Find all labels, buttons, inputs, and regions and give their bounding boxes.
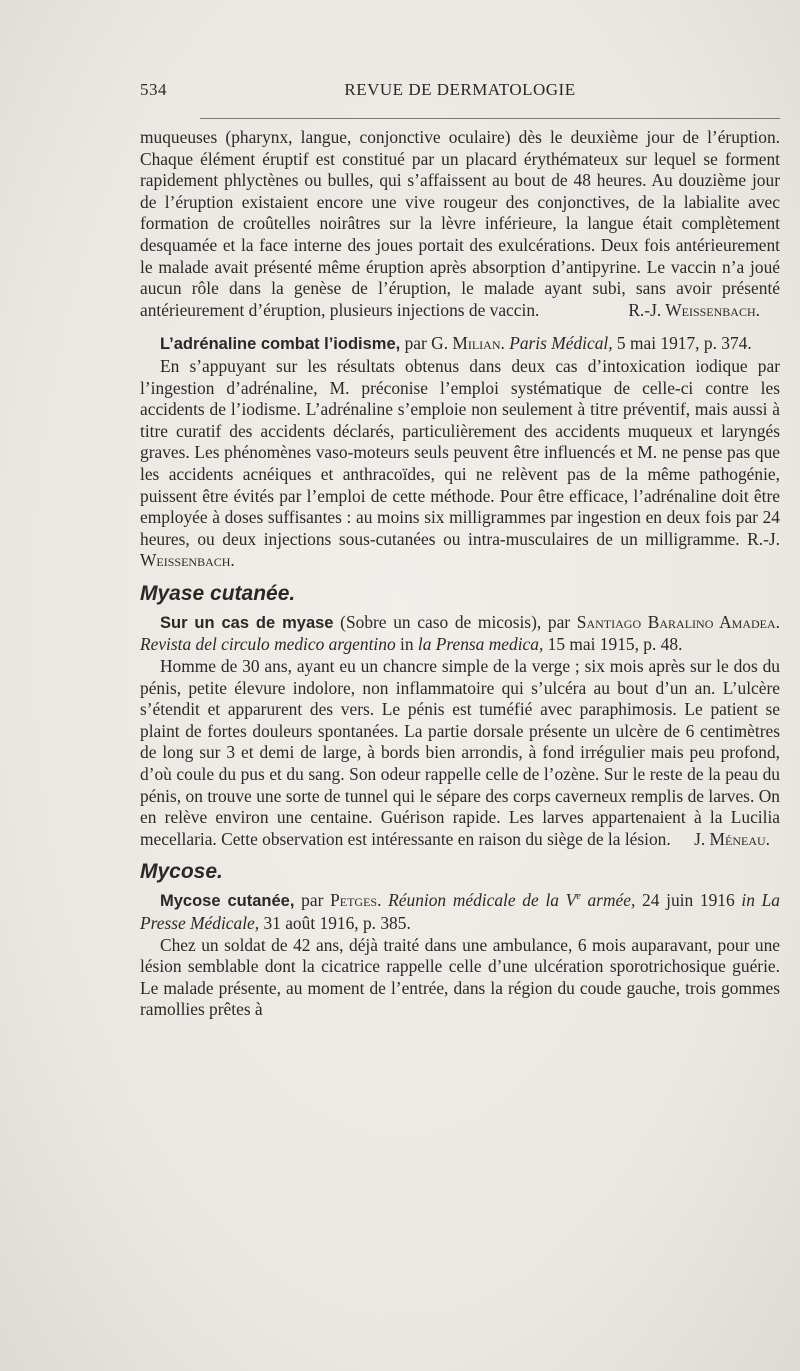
citation-source: Réunion médicale de la V (388, 890, 577, 911)
page-number: 534 (140, 80, 167, 99)
article-title: Mycose cutanée, (160, 892, 295, 911)
continued-paragraph (140, 127, 780, 321)
citation-title-rest: (Sobre un caso de micosis), par (333, 611, 577, 632)
citation-in: in (395, 634, 418, 655)
citation-superscript: e (576, 891, 581, 903)
author-signature: R.-J. Weissenbach. (628, 299, 760, 320)
article-abstract (140, 935, 780, 1021)
citation-author: Petges. (330, 890, 382, 911)
author-signature: J. Méneau. (694, 828, 770, 849)
citation-source: Revista del circulo medico argentino (140, 634, 396, 655)
article-title: Sur un cas de myase (160, 613, 334, 632)
section-heading: Mycose. (140, 860, 223, 884)
citation-by: par G. (400, 333, 453, 354)
citation-author: Santiago Baralino Amadea. (576, 611, 780, 632)
article-citation (140, 890, 780, 934)
citation-source: Paris Médical, (509, 333, 613, 354)
citation-date: 24 juin 1916 (635, 890, 742, 911)
article-abstract (140, 356, 780, 572)
article-citation (140, 612, 780, 656)
article-citation: L’adrénaline combat l’iodisme, par G. Milian. Paris Médical, 5 mai 1917, p. 374. (160, 333, 752, 354)
article-abstract (140, 656, 780, 850)
page-header (140, 80, 780, 108)
article-title: L’adrénaline combat l’iodisme, (160, 335, 401, 354)
citation-author: Milian (452, 333, 501, 354)
citation-source-secondary: in La Presse Médicale, (140, 890, 780, 933)
page-body (140, 127, 780, 1021)
citation-source-secondary: la Prensa medica, (417, 634, 544, 655)
citation-source-cont: armée, (580, 890, 636, 911)
citation-date: 5 mai 1917, p. 374. (612, 333, 752, 354)
section-heading: Myase cutanée. (140, 581, 296, 605)
running-title: REVUE DE DERMATOLOGIE (344, 80, 576, 99)
citation-by: par (294, 890, 331, 911)
paragraph-text: muqueuses (pharynx, langue, conjonctive oculaire) dès le deuxième jour de l’éruption. Chaque élément éruptif est constitué par un placard érythémateux sur lequel se forment rapidement phlyctènes ou bulles, qui s’affaissent au bout de 48 heures. Au douzième jour de l’éruption existaient encore une vive rougeur des conjonctives, de la labialite avec formation de croûtelles noirâtres sur la lèvre inférieure, la langue était complètement desquamée et la face interne des joues portait des exulcérations. Deux fois antérieurement le malade avait présenté même éruption après absorption d’antipyrine. Le vaccin n’a joué aucun rôle dans la genèse de l’éruption, le malade ayant subi, sans avoir présenté antérieurement d’éruption, plusieurs injections de vaccin. (140, 127, 780, 320)
abstract-text: En s’appuyant sur les résultats obtenus dans deux cas d’intoxication iodique par l’ingestion d’adrénaline, M. préconise l’emploi systématique de celle-ci contre les accidents de l’iodisme. L’adrénaline s’emploie non seulement à titre préventif, mais aussi à titre curatif des accidents déclarés, particulièrement des accidents muqueux et laryngés graves. Les phénomènes vaso-moteurs seuls peuvent être influencés et M. ne pense pas que les accidents acnéiques et anthracoïdes, qui ne relèvent pas de la même pathogénie, puissent être évités par l’emploi de cette méthode. Pour être efficace, l’adrénaline doit être employée à doses suffisantes : au moins six milligrammes par ingestion en deux fois par 24 heures, ou deux injections sous-cutanées ou intra-musculaires de un milligramme. (140, 355, 780, 549)
abstract-text: Homme de 30 ans, ayant eu un chancre simple de la verge ; six mois après sur le dos du pénis, petite élevure indolore, non inflammatoire qui s’ulcéra au bout d’un an. L’ulcère s’étendit et apparurent des vers. Le pénis est tuméfié avec paraphimosis. Le patient se plaint de fortes douleurs spontanées. La partie dorsale présente un ulcère de 6 centimètres de long sur 3 et demi de large, à bords bien arrondis, à fond irrégulier mais peu profond, d’où coule du pus et du sang. Son odeur rappelle celle de l’ozène. Sur le reste de la peau du pénis, on trouve une sorte de tunnel qui le sépare des corps caverneux remplis de larves. On en relève environ une centaine. Guérison rapide. Les larves appartenaient à la Lucilia mecellaria. Cette observation est intéressante en raison du siège de la lésion. (140, 656, 780, 849)
header-rule (200, 118, 780, 119)
citation-date: 15 mai 1915, p. 48. (543, 634, 683, 655)
author-signature: R.-J. Weissenbach. (140, 528, 780, 571)
abstract-text: Chez un soldat de 42 ans, déjà traité dans une ambulance, 6 mois auparavant, pour une lésion semblable dont la cicatrice rappelle celle d’une ulcération sporotrichosique guérie. Le malade présente, au moment de l’entrée, dans la région du coude gauche, trois gommes ramollies prêtes à (140, 934, 780, 1020)
citation-pages: 31 août 1916, p. 385. (259, 913, 411, 933)
